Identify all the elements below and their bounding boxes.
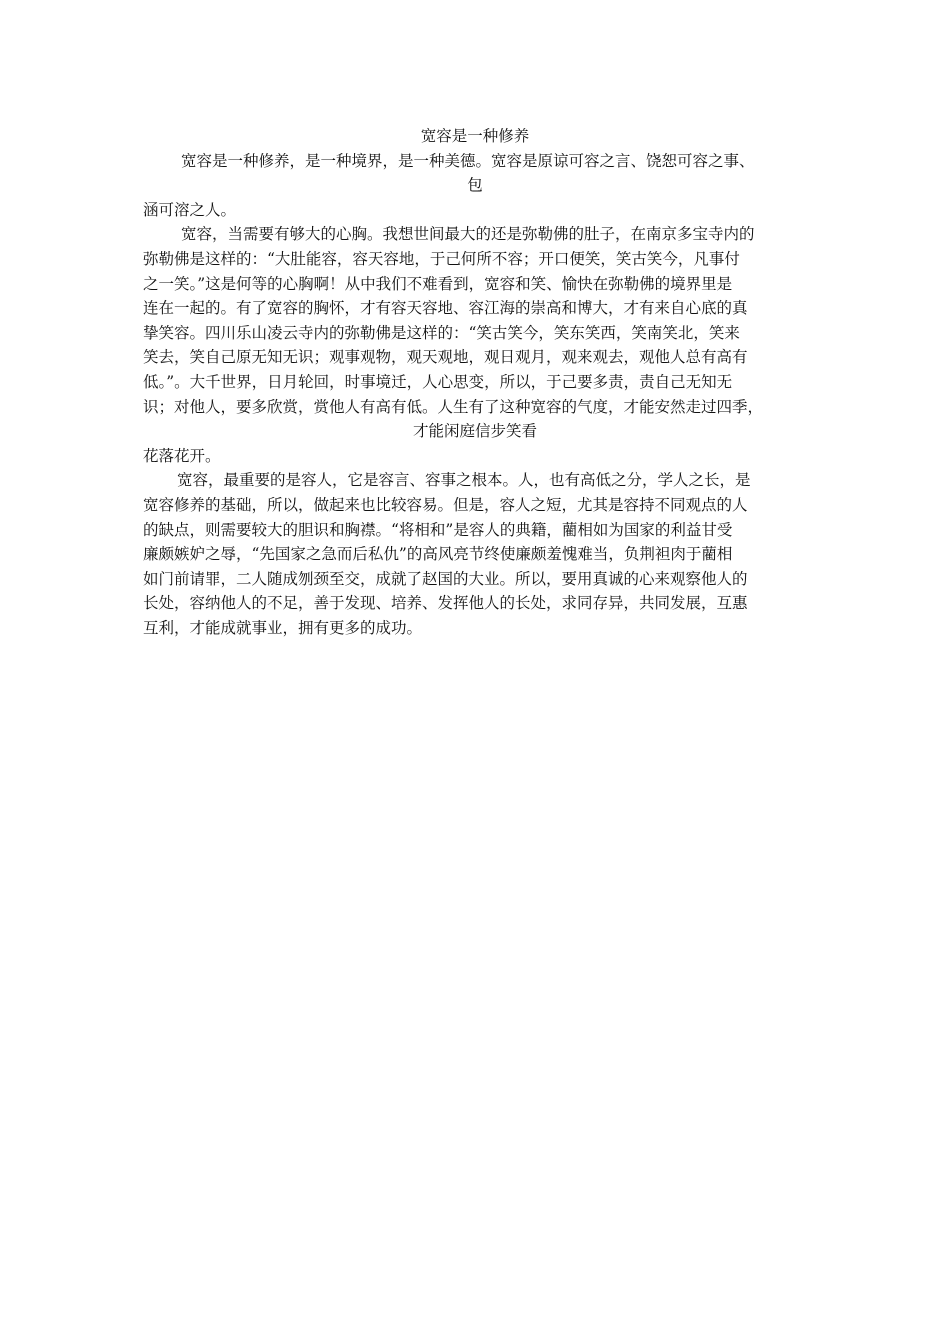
paragraph-1-line: 宽容是一种修养，是一种境界，是一种美德。宽容是原谅可容之言、饶恕可容之事、 — [181, 151, 755, 170]
paragraph-2-line: 才能闲庭信步笑看 — [412, 422, 537, 441]
paragraph-2-line: 弥勒佛是这样的：“大肚能容，容天容地，于己何所不容；开口便笑，笑古笑今，凡事付 — [143, 249, 740, 268]
paragraph-3-line: 如门前请罪，二人随成刎颈至交，成就了赵国的大业。所以，要用真诚的心来观察他人的 — [143, 569, 748, 588]
paragraph-3-line: 互利，才能成就事业，拥有更多的成功。 — [143, 618, 423, 637]
paragraph-2-line: 低。”。大千世界，日月轮回，时事境迁，人心思变，所以，于己要多责，责自己无知无 — [143, 372, 733, 391]
paragraph-3 — [143, 468, 807, 640]
paragraph-3-line: 的缺点，则需要较大的胆识和胸襟。“将相和”是容人的典籍，藺相如为国家的利益甘受 — [143, 520, 733, 539]
paragraph-2-line: 识；对他人，要多欣赏，赏他人有高有低。人生有了这种宽容的气度，才能安然走过四季， — [143, 397, 764, 416]
document-title: 宽容是一种修养 — [420, 127, 530, 145]
paragraph-1 — [143, 149, 807, 223]
paragraph-3-line: 宽容修养的基础，所以，做起来也比较容易。但是，容人之短，尤其是容持不同观点的人 — [143, 495, 748, 514]
document-body — [143, 124, 807, 640]
paragraph-2-line: 连在一起的。有了宽容的胸怀，才有容天容地、容江海的崇高和博大，才有来自心底的真 — [143, 299, 748, 318]
paragraph-3-line: 廉颇嫉妒之辱，“先国家之急而后私仇”的高风亮节终使廉颇羞愧难当，负荆袒肉于藺相 — [143, 545, 733, 564]
paragraph-2-line: 笑去，笑自己原无知无识；观事观物，观天观地，观日观月，观来观去，观他人总有高有 — [143, 348, 748, 367]
paragraph-1-line: 包 — [467, 176, 483, 195]
paragraph-1-line: 涵可溶之人。 — [143, 200, 237, 219]
paragraph-2-line: 之一笑。”这是何等的心胸啊！从中我们不难看到，宽容和笑、愉快在弥勒佛的境界里是 — [143, 274, 733, 293]
paragraph-2 — [143, 222, 807, 468]
paragraph-2-line: 挚笑容。四川乐山凌云寺内的弥勒佛是这样的：“笑古笑今，笑东笑西，笑南笑北，笑来 — [143, 323, 740, 342]
paragraph-3-line: 长处，容纳他人的不足，善于发现、培养、发挥他人的长处，求同存异，共同发展，互惠 — [143, 594, 748, 613]
paragraph-2-line: 花落花开。 — [143, 446, 221, 465]
paragraph-2-line: 宽容，当需要有够大的心胸。我想世间最大的还是弥勒佛的肚子，在南京多宝寺内的 — [181, 225, 755, 244]
paragraph-3-line: 宽容，最重要的是容人，它是容言、容事之根本。人，也有高低之分，学人之长，是 — [177, 471, 751, 490]
